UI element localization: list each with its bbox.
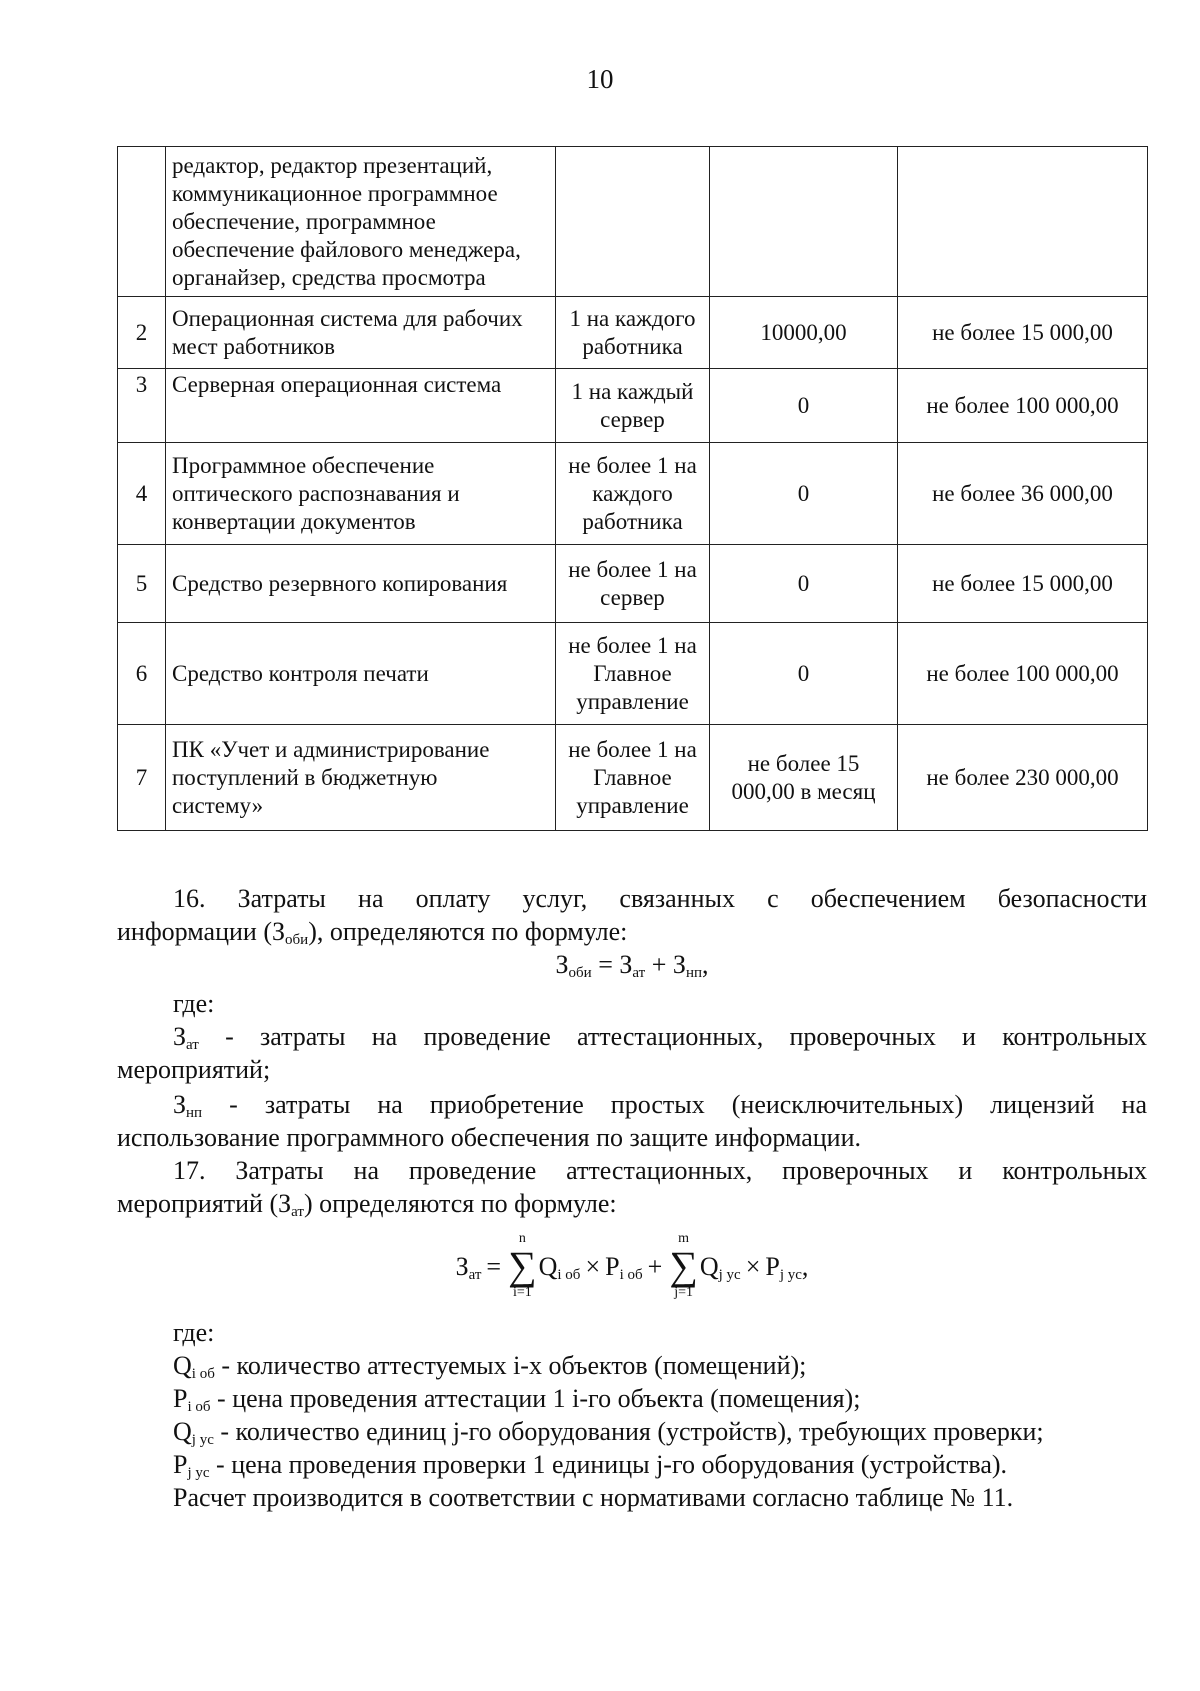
software-name: Программное обеспечение оптического распознавания и конвертации документов xyxy=(166,443,556,545)
limit-cell: не более 15 000,00 xyxy=(898,545,1148,623)
definition-p-j: $P_{j ус}$ - цена проведения проверки 1 единицы j-го оборудования (устройства). xyxy=(173,1450,1008,1481)
price-cell: 10000,00 xyxy=(710,297,898,369)
limit-cell: не более 15 000,00 xyxy=(898,297,1148,369)
software-name: редактор, редактор презентаций, коммуникационное программное обеспечение, программное обеспечение файлового менеджера, органайзер, средства просмотра xyxy=(166,147,556,297)
quantity-cell: 1 на каждый сервер xyxy=(556,369,710,443)
sum-symbol: m ∑ j=1 xyxy=(669,1231,698,1300)
row-number: 2 xyxy=(118,297,166,369)
quantity-cell: не более 1 на сервер xyxy=(556,545,710,623)
software-name: Средство резервного копирования xyxy=(166,545,556,623)
row-number xyxy=(118,147,166,297)
quantity-cell xyxy=(556,147,710,297)
limit-cell: не более 230 000,00 xyxy=(898,725,1148,831)
section-17-line2: мероприятий $(З_{ат})$ определяются по формуле: xyxy=(117,1189,617,1220)
table-row xyxy=(118,443,1148,545)
definition-z-at-cont: мероприятий; xyxy=(117,1055,271,1084)
row-number: 4 xyxy=(118,443,166,545)
software-name: Операционная система для рабочих мест работников xyxy=(166,297,556,369)
software-norms-table xyxy=(117,146,1148,831)
section-16-line2: информации $(З_{оби})$, определяются по формуле: xyxy=(117,917,628,948)
definition-z-at: $З_{ат}$ - затраты на проведение аттестационных, проверочных и контрольных xyxy=(173,1022,1147,1053)
row-number: 6 xyxy=(118,623,166,725)
formula-attestation-costs: $З_{ат}$ = n ∑ i=1 $Q_{i об}$ × $P_{i об}$ + m ∑ j=1 $Q_{j ус}$ × $P_{j ус}$, xyxy=(455,1231,809,1300)
table-row xyxy=(118,297,1148,369)
limit-cell xyxy=(898,147,1148,297)
price-cell: 0 xyxy=(710,623,898,725)
definition-z-np: $З_{нп}$ - затраты на приобретение простых (неисключительных) лицензий на xyxy=(173,1090,1147,1121)
row-number: 3 xyxy=(118,369,166,443)
quantity-cell: не более 1 на Главное управление xyxy=(556,623,710,725)
body-text xyxy=(117,882,1147,1514)
definition-z-np-cont: использование программного обеспечения по защите информации. xyxy=(117,1123,861,1152)
definition-p-i: $P_{i об}$ - цена проведения аттестации 1 i-го объекта (помещения); xyxy=(173,1384,861,1415)
software-name: Серверная операционная система xyxy=(166,369,556,443)
limit-cell: не более 100 000,00 xyxy=(898,623,1148,725)
formula-security-costs: $З_{оби} = З_{ат} + З_{нп}$, xyxy=(555,950,709,981)
row-number: 5 xyxy=(118,545,166,623)
quantity-cell: не более 1 на Главное управление xyxy=(556,725,710,831)
quantity-cell: не более 1 на каждого работника xyxy=(556,443,710,545)
table-row xyxy=(118,545,1148,623)
price-cell: 0 xyxy=(710,369,898,443)
software-name: ПК «Учет и администрирование поступлений в бюджетную систему» xyxy=(166,725,556,831)
table-row xyxy=(118,147,1148,297)
where-label: где: xyxy=(173,989,215,1018)
price-cell xyxy=(710,147,898,297)
where-label: где: xyxy=(173,1318,215,1347)
quantity-cell: 1 на каждого работника xyxy=(556,297,710,369)
price-cell: не более 15 000,00 в месяц xyxy=(710,725,898,831)
closing-note: Расчет производится в соответствии с нормативами согласно таблице № 11. xyxy=(173,1483,1014,1512)
definition-q-j: $Q_{j ус}$ - количество единиц j-го оборудования (устройств), требующих проверки; xyxy=(173,1417,1044,1448)
table-row xyxy=(118,623,1148,725)
section-17-line1: 17. Затраты на проведение аттестационных, проверочных и контрольных xyxy=(173,1156,1147,1185)
section-16-line1: 16. Затраты на оплату услуг, связанных с обеспечением безопасности xyxy=(173,884,1147,913)
page-number: 10 xyxy=(586,64,614,94)
software-name: Средство контроля печати xyxy=(166,623,556,725)
limit-cell: не более 36 000,00 xyxy=(898,443,1148,545)
limit-cell: не более 100 000,00 xyxy=(898,369,1148,443)
definition-q-i: $Q_{i об}$ - количество аттестуемых i-х объектов (помещений); xyxy=(173,1351,807,1382)
table-row xyxy=(118,725,1148,831)
row-number: 7 xyxy=(118,725,166,831)
price-cell: 0 xyxy=(710,443,898,545)
sum-symbol: n ∑ i=1 xyxy=(508,1231,537,1300)
table-row xyxy=(118,369,1148,443)
price-cell: 0 xyxy=(710,545,898,623)
